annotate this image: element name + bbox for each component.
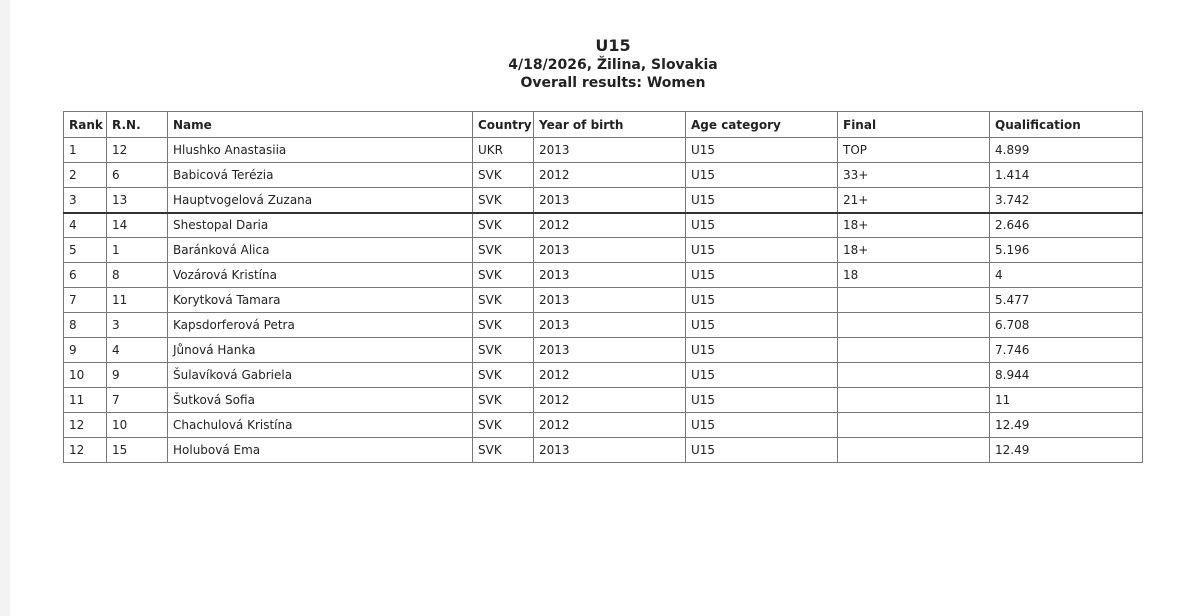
cell-qualification: 7.746 [990,338,1143,363]
cell-year-of-birth: 2013 [534,313,686,338]
cell-country: SVK [473,163,534,188]
cell-year-of-birth: 2012 [534,163,686,188]
cell-age-category: U15 [686,138,838,163]
cell-rank: 12 [64,438,107,463]
cell-qualification: 3.742 [990,188,1143,213]
cell-qualification: 6.708 [990,313,1143,338]
cell-age-category: U15 [686,163,838,188]
cell-rank: 7 [64,288,107,313]
cell-qualification: 11 [990,388,1143,413]
cell-rank: 8 [64,313,107,338]
col-header-country: Country [473,112,534,138]
cell-qualification: 12.49 [990,438,1143,463]
cell-qualification: 12.49 [990,413,1143,438]
cell-rn: 12 [107,138,168,163]
cell-year-of-birth: 2013 [534,338,686,363]
cell-name: Babicová Terézia [168,163,473,188]
cell-age-category: U15 [686,313,838,338]
cell-name: Baránková Alica [168,238,473,263]
cell-country: SVK [473,363,534,388]
cell-rn: 3 [107,313,168,338]
table-row [64,413,1143,438]
table-row [64,138,1143,163]
results-page [10,0,1177,616]
cell-final: 33+ [838,163,990,188]
cell-name: Šutková Sofia [168,388,473,413]
cell-rn: 1 [107,238,168,263]
cell-final [838,438,990,463]
cell-age-category: U15 [686,263,838,288]
cell-rn: 15 [107,438,168,463]
cell-qualification: 4 [990,263,1143,288]
table-row [64,388,1143,413]
col-header-qualification: Qualification [990,112,1143,138]
col-header-rank: Rank [64,112,107,138]
cell-rn: 14 [107,213,168,238]
cell-year-of-birth: 2013 [534,438,686,463]
cell-age-category: U15 [686,213,838,238]
cell-age-category: U15 [686,438,838,463]
cell-final [838,288,990,313]
col-header-age-category: Age category [686,112,838,138]
table-row [64,213,1143,238]
cell-final [838,413,990,438]
cell-country: SVK [473,238,534,263]
cell-final: 18+ [838,213,990,238]
cell-country: SVK [473,388,534,413]
cell-year-of-birth: 2013 [534,288,686,313]
cell-name: Jůnová Hanka [168,338,473,363]
cell-qualification: 4.899 [990,138,1143,163]
cell-country: SVK [473,338,534,363]
cell-rank: 2 [64,163,107,188]
table-row [64,288,1143,313]
cell-country: SVK [473,438,534,463]
cell-rn: 4 [107,338,168,363]
cell-country: SVK [473,213,534,238]
cell-country: SVK [473,413,534,438]
cell-rn: 9 [107,363,168,388]
cell-final [838,313,990,338]
cell-rn: 8 [107,263,168,288]
cell-qualification: 5.477 [990,288,1143,313]
event-date-place: 4/18/2026, Žilina, Slovakia [508,57,718,73]
cell-name: Vozárová Kristína [168,263,473,288]
category-title: U15 [595,36,631,55]
col-header-name: Name [168,112,473,138]
table-row [64,163,1143,188]
cell-qualification: 1.414 [990,163,1143,188]
table-row [64,188,1143,213]
cell-age-category: U15 [686,388,838,413]
cell-rank: 11 [64,388,107,413]
cell-rank: 3 [64,188,107,213]
results-body [64,138,1143,463]
cell-rank: 9 [64,338,107,363]
cell-name: Kapsdorferová Petra [168,313,473,338]
cell-year-of-birth: 2012 [534,388,686,413]
cell-country: SVK [473,188,534,213]
cell-qualification: 8.944 [990,363,1143,388]
cell-name: Korytková Tamara [168,288,473,313]
cell-age-category: U15 [686,188,838,213]
cell-rn: 13 [107,188,168,213]
cell-rn: 11 [107,288,168,313]
cell-final [838,363,990,388]
cell-year-of-birth: 2012 [534,213,686,238]
cell-qualification: 2.646 [990,213,1143,238]
table-header-row [64,112,1143,138]
table-row [64,338,1143,363]
cell-rn: 7 [107,388,168,413]
cell-name: Hlushko Anastasiia [168,138,473,163]
table-row [64,438,1143,463]
cell-country: SVK [473,288,534,313]
cell-rn: 6 [107,163,168,188]
cell-age-category: U15 [686,288,838,313]
col-header-rn: R.N. [107,112,168,138]
cell-rank: 6 [64,263,107,288]
cell-name: Hauptvogelová Zuzana [168,188,473,213]
results-header [10,36,1177,92]
cell-country: UKR [473,138,534,163]
cell-final: 21+ [838,188,990,213]
cell-country: SVK [473,263,534,288]
cell-rank: 4 [64,213,107,238]
table-row [64,313,1143,338]
cell-name: Holubová Ema [168,438,473,463]
cell-age-category: U15 [686,338,838,363]
table-row [64,238,1143,263]
cell-final: TOP [838,138,990,163]
cell-age-category: U15 [686,238,838,263]
cell-rank: 5 [64,238,107,263]
cell-age-category: U15 [686,413,838,438]
cell-name: Shestopal Daria [168,213,473,238]
cell-year-of-birth: 2013 [534,263,686,288]
results-subtitle: Overall results: Women [520,75,706,91]
cell-year-of-birth: 2013 [534,188,686,213]
col-header-year-of-birth: Year of birth [534,112,686,138]
cell-name: Chachulová Kristína [168,413,473,438]
cell-year-of-birth: 2012 [534,363,686,388]
cell-rank: 1 [64,138,107,163]
cell-rn: 10 [107,413,168,438]
results-table [63,111,1143,463]
cell-final: 18+ [838,238,990,263]
cell-final [838,388,990,413]
table-row [64,363,1143,388]
cell-year-of-birth: 2013 [534,138,686,163]
cell-final: 18 [838,263,990,288]
col-header-final: Final [838,112,990,138]
cell-qualification: 5.196 [990,238,1143,263]
cell-rank: 10 [64,363,107,388]
cell-name: Šulavíková Gabriela [168,363,473,388]
cell-rank: 12 [64,413,107,438]
cell-final [838,338,990,363]
table-row [64,263,1143,288]
cell-year-of-birth: 2012 [534,413,686,438]
cell-age-category: U15 [686,363,838,388]
cell-year-of-birth: 2013 [534,238,686,263]
cell-country: SVK [473,313,534,338]
